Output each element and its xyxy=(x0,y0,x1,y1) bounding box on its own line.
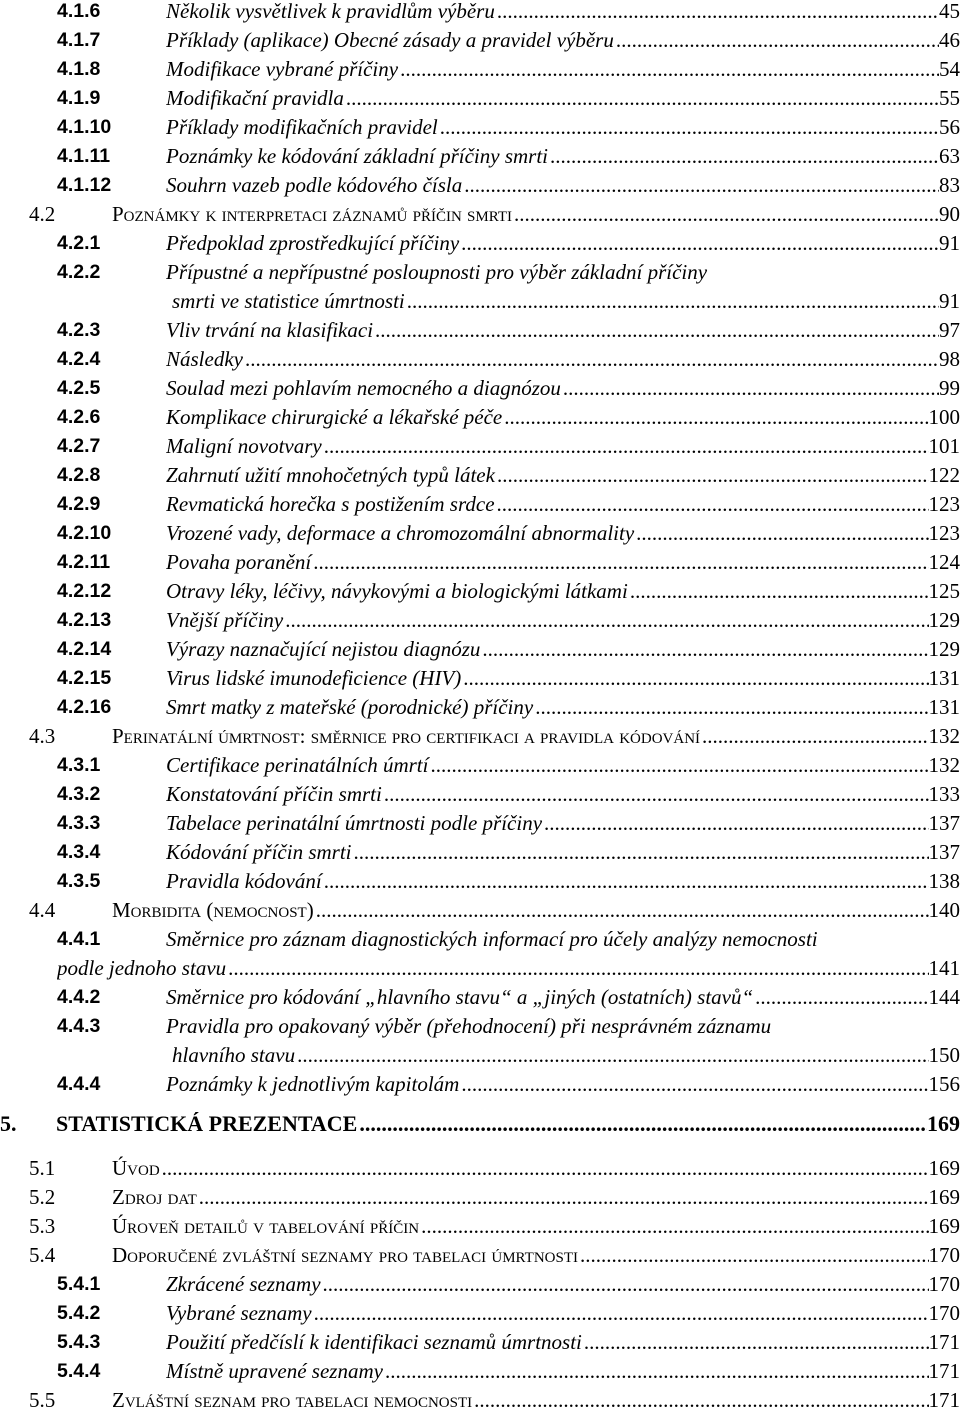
toc-entry-number: 4.2.4 xyxy=(57,345,100,373)
toc-entry-page: 131 xyxy=(929,664,960,692)
toc-entry[interactable] xyxy=(0,809,960,837)
toc-entry-page: 54 xyxy=(939,55,960,83)
toc-entry[interactable] xyxy=(0,490,960,518)
toc-entry-title: Předpoklad zprostředkující příčiny xyxy=(166,229,459,257)
toc-entry[interactable] xyxy=(0,1386,960,1414)
toc-entry-title: Perinatální úmrtnost: směrnice pro certifikaci a pravidla kódování xyxy=(112,722,700,750)
toc-entry-title: Soulad mezi pohlavím nemocného a diagnózou xyxy=(166,374,561,402)
toc-entry-number: 5.4.3 xyxy=(57,1328,100,1356)
toc-entry-page: 171 xyxy=(929,1328,960,1356)
toc-entry[interactable] xyxy=(0,751,960,779)
toc-entry[interactable] xyxy=(0,0,960,25)
dot-leader xyxy=(561,374,939,402)
toc-entry-title: Příklady modifikačních pravidel xyxy=(166,113,438,141)
toc-entry-number: 4.2.16 xyxy=(57,693,111,721)
toc-entry-page: 45 xyxy=(939,0,960,25)
toc-entry-page: 169 xyxy=(929,1154,960,1182)
toc-entry-page: 171 xyxy=(929,1386,960,1414)
toc-entry-number: 4.1.6 xyxy=(57,0,100,25)
dot-leader xyxy=(160,1154,929,1182)
dot-leader xyxy=(472,1386,928,1414)
toc-entry-number: 4.2.10 xyxy=(57,519,111,547)
toc-entry-title: Vliv trvání na klasifikaci xyxy=(166,316,373,344)
toc-entry-continuation[interactable] xyxy=(0,287,960,315)
toc-entry-number: 4.4.3 xyxy=(57,1012,100,1040)
dot-leader xyxy=(322,432,929,460)
toc-entry[interactable] xyxy=(0,113,960,141)
toc-entry-number: 5.5 xyxy=(29,1386,55,1414)
toc-entry[interactable] xyxy=(0,1270,960,1298)
toc-entry-page: 55 xyxy=(939,84,960,112)
toc-entry[interactable] xyxy=(0,1110,960,1138)
toc-entry-page: 101 xyxy=(929,432,960,460)
toc-entry-title: Zkrácené seznamy xyxy=(166,1270,321,1298)
toc-entry-number: 4.2.1 xyxy=(57,229,100,257)
dot-leader xyxy=(459,1070,928,1098)
toc-entry-page: 141 xyxy=(929,954,960,982)
toc-entry-title: Modifikační pravidla xyxy=(166,84,344,112)
toc-entry-title: Příklady (aplikace) Obecné zásady a pravidel výběru xyxy=(166,26,614,54)
toc-entry-title: Maligní novotvary xyxy=(166,432,322,460)
toc-entry-page: 169 xyxy=(927,1110,960,1138)
dot-leader xyxy=(495,461,929,489)
toc-entry-number: 5.3 xyxy=(29,1212,55,1240)
toc-entry[interactable] xyxy=(0,316,960,344)
toc-entry-title: Povaha poranění xyxy=(166,548,311,576)
toc-entry[interactable] xyxy=(0,606,960,634)
toc-entry-page: 169 xyxy=(929,1183,960,1211)
toc-entry[interactable] xyxy=(0,577,960,605)
toc-entry-page: 123 xyxy=(929,490,960,518)
dot-leader xyxy=(243,345,939,373)
toc-entry-title: Poznámky k interpretaci záznamů příčin smrti xyxy=(112,200,512,228)
toc-entry-page: 97 xyxy=(939,316,960,344)
toc-entry[interactable] xyxy=(0,374,960,402)
toc-entry[interactable] xyxy=(0,983,960,1011)
toc-entry[interactable] xyxy=(0,461,960,489)
toc-entry-number: 5.2 xyxy=(29,1183,55,1211)
toc-entry-page: 83 xyxy=(939,171,960,199)
toc-entry[interactable] xyxy=(0,925,960,953)
toc-entry-page: 138 xyxy=(929,867,960,895)
toc-entry-page: 170 xyxy=(929,1241,960,1269)
dot-leader xyxy=(352,838,929,866)
toc-entry-number: 4.3 xyxy=(29,722,55,750)
toc-entry-number: 4.2.9 xyxy=(57,490,100,518)
toc-entry-page: 46 xyxy=(939,26,960,54)
dot-leader xyxy=(700,722,928,750)
toc-entry-number: 4.4 xyxy=(29,896,55,924)
dot-leader xyxy=(226,954,928,982)
toc-entry-number: 4.1.12 xyxy=(57,171,111,199)
toc-entry-title-continued: hlavního stavu xyxy=(172,1041,295,1069)
dot-leader xyxy=(462,171,939,199)
toc-entry-number: 4.3.1 xyxy=(57,751,100,779)
toc-entry-page: 122 xyxy=(929,461,960,489)
toc-entry-number: 4.1.7 xyxy=(57,26,100,54)
toc-entry-page: 129 xyxy=(929,606,960,634)
dot-leader xyxy=(312,1299,929,1327)
toc-entry[interactable] xyxy=(0,142,960,170)
dot-leader xyxy=(322,867,929,895)
toc-entry-page: 170 xyxy=(929,1270,960,1298)
dot-leader xyxy=(321,1270,929,1298)
toc-entry-page: 100 xyxy=(929,403,960,431)
toc-entry-page: 137 xyxy=(929,809,960,837)
dot-leader xyxy=(295,1041,928,1069)
toc-entry-page: 99 xyxy=(939,374,960,402)
toc-entry-title: Zvláštní seznam pro tabelaci nemocnosti xyxy=(112,1386,472,1414)
toc-entry-page: 63 xyxy=(939,142,960,170)
toc-entry[interactable] xyxy=(0,780,960,808)
toc-entry-title: Tabelace perinatální úmrtnosti podle příčiny xyxy=(166,809,542,837)
toc-entry-page: 91 xyxy=(939,287,960,315)
dot-leader xyxy=(419,1212,928,1240)
toc-entry-number: 4.4.2 xyxy=(57,983,100,1011)
toc-entry-title: Zdroj dat xyxy=(112,1183,197,1211)
toc-entry-page: 132 xyxy=(929,751,960,779)
dot-leader xyxy=(344,84,939,112)
toc-entry-title: Morbidita (nemocnost) xyxy=(112,896,314,924)
toc-entry[interactable] xyxy=(0,84,960,112)
toc-entry-page: 98 xyxy=(939,345,960,373)
dot-leader xyxy=(634,519,928,547)
toc-entry[interactable] xyxy=(0,200,960,228)
toc-entry-number: 4.3.3 xyxy=(57,809,100,837)
dot-leader xyxy=(582,1328,929,1356)
toc-entry[interactable] xyxy=(0,1154,960,1182)
toc-entry[interactable] xyxy=(0,1183,960,1211)
dot-leader xyxy=(438,113,939,141)
toc-entry-page: 125 xyxy=(929,577,960,605)
dot-leader xyxy=(614,26,939,54)
toc-entry-number: 4.2.13 xyxy=(57,606,111,634)
dot-leader xyxy=(382,780,929,808)
toc-entry[interactable] xyxy=(0,838,960,866)
toc-entry[interactable] xyxy=(0,26,960,54)
toc-entry-title: Poznámky k jednotlivým kapitolám xyxy=(166,1070,459,1098)
toc-entry-title: Směrnice pro záznam diagnostických informací pro účely analýzy nemocnosti xyxy=(166,925,818,953)
toc-entry[interactable] xyxy=(0,403,960,431)
toc-entry[interactable] xyxy=(0,229,960,257)
toc-entry-number: 4.3.2 xyxy=(57,780,100,808)
toc-entry-page: 150 xyxy=(929,1041,960,1069)
toc-entry-continuation[interactable] xyxy=(0,954,960,982)
toc-entry-title: Komplikace chirurgické a lékařské péče xyxy=(166,403,502,431)
toc-entry[interactable] xyxy=(0,1070,960,1098)
toc-entry-title: Místně upravené seznamy xyxy=(166,1357,383,1385)
toc-entry[interactable] xyxy=(0,258,960,286)
toc-entry-page: 124 xyxy=(929,548,960,576)
toc-entry-number: 5.4.2 xyxy=(57,1299,100,1327)
toc-entry[interactable] xyxy=(0,693,960,721)
toc-entry[interactable] xyxy=(0,171,960,199)
toc-entry[interactable] xyxy=(0,722,960,750)
toc-entry-continuation[interactable] xyxy=(0,1041,960,1069)
dot-leader xyxy=(578,1241,929,1269)
dot-leader xyxy=(461,664,928,692)
toc-entry-title: Vnější příčiny xyxy=(166,606,283,634)
dot-leader xyxy=(283,606,928,634)
toc-entry-page: 90 xyxy=(939,200,960,228)
toc-entry-page: 123 xyxy=(929,519,960,547)
toc-entry-page: 171 xyxy=(929,1357,960,1385)
toc-entry[interactable] xyxy=(0,1212,960,1240)
toc-entry-title: Použití předčíslí k identifikaci seznamů úmrtnosti xyxy=(166,1328,582,1356)
toc-entry[interactable] xyxy=(0,432,960,460)
toc-entry-number: 4.2.15 xyxy=(57,664,111,692)
toc-entry-number: 4.2.12 xyxy=(57,577,111,605)
toc-entry-page: 137 xyxy=(929,838,960,866)
toc-entry-number: 5. xyxy=(0,1110,17,1138)
dot-leader xyxy=(398,55,939,83)
toc-entry-number: 4.1.11 xyxy=(57,142,110,170)
toc-entry[interactable] xyxy=(0,345,960,373)
dot-leader xyxy=(383,1357,929,1385)
toc-entry-number: 4.2.2 xyxy=(57,258,100,286)
dot-leader xyxy=(533,693,928,721)
toc-entry-number: 4.1.8 xyxy=(57,55,100,83)
toc-entry-title: Konstatování příčin smrti xyxy=(166,780,382,808)
dot-leader xyxy=(314,896,929,924)
dot-leader xyxy=(512,200,939,228)
toc-entry-title: Smrt matky z mateřské (porodnické) příčiny xyxy=(166,693,533,721)
toc-entry-title: Směrnice pro kódování „hlavního stavu“ a „jiných (ostatních) stavů“ xyxy=(166,983,753,1011)
toc-entry-number: 5.4 xyxy=(29,1241,55,1269)
toc-entry-title: Pravidla pro opakovaný výběr (přehodnocení) při nesprávném záznamu xyxy=(166,1012,771,1040)
toc-entry[interactable] xyxy=(0,1241,960,1269)
toc-entry-title: Virus lidské imunodeficience (HIV) xyxy=(166,664,461,692)
toc-entry-title: Doporučené zvláštní seznamy pro tabelaci úmrtnosti xyxy=(112,1241,578,1269)
toc-entry-page: 144 xyxy=(929,983,960,1011)
toc-entry-number: 4.4.4 xyxy=(57,1070,100,1098)
dot-leader xyxy=(753,983,928,1011)
toc-entry-number: 4.4.1 xyxy=(57,925,100,953)
toc-entry-page: 91 xyxy=(939,229,960,257)
toc-entry-page: 133 xyxy=(929,780,960,808)
toc-entry[interactable] xyxy=(0,519,960,547)
toc-entry-page: 131 xyxy=(929,693,960,721)
dot-leader xyxy=(357,1110,927,1138)
toc-entry-title: Několik vysvětlivek k pravidlům výběru xyxy=(166,0,495,25)
toc-entry-title: Vybrané seznamy xyxy=(166,1299,312,1327)
toc-entry-title: Úvod xyxy=(112,1154,160,1182)
toc-entry-page: 140 xyxy=(929,896,960,924)
toc-entry[interactable] xyxy=(0,896,960,924)
toc-entry[interactable] xyxy=(0,635,960,663)
toc-entry-title: Přípustné a nepřípustné posloupnosti pro výběr základní příčiny xyxy=(166,258,707,286)
toc-entry-title: Výrazy naznačující nejistou diagnózu xyxy=(166,635,480,663)
dot-leader xyxy=(311,548,928,576)
toc-entry-number: 5.4.1 xyxy=(57,1270,100,1298)
toc-entry[interactable] xyxy=(0,664,960,692)
toc-entry-title: Úroveň detailů v tabelování příčin xyxy=(112,1212,419,1240)
toc-entry[interactable] xyxy=(0,55,960,83)
toc-entry-page: 156 xyxy=(929,1070,960,1098)
toc-entry-number: 4.1.9 xyxy=(57,84,100,112)
toc-entry-number: 5.4.4 xyxy=(57,1357,100,1385)
toc-entry[interactable] xyxy=(0,548,960,576)
toc-entry-number: 4.2.7 xyxy=(57,432,100,460)
toc-entry-number: 4.2.8 xyxy=(57,461,100,489)
toc-entry-title: Vrozené vady, deformace a chromozomální abnormality xyxy=(166,519,634,547)
toc-entry[interactable] xyxy=(0,1299,960,1327)
dot-leader xyxy=(373,316,939,344)
toc-entry-page: 129 xyxy=(929,635,960,663)
toc-entry-title: Souhrn vazeb podle kódového čísla xyxy=(166,171,462,199)
toc-entry-number: 5.1 xyxy=(29,1154,55,1182)
toc-entry-title: Revmatická horečka s postižením srdce xyxy=(166,490,495,518)
toc-entry-title: Poznámky ke kódování základní příčiny smrti xyxy=(166,142,548,170)
toc-entry-number: 4.3.5 xyxy=(57,867,100,895)
toc-entry-title: STATISTICKÁ PREZENTACE xyxy=(56,1110,357,1138)
dot-leader xyxy=(459,229,939,257)
toc-entry-title: Kódování příčin smrti xyxy=(166,838,352,866)
toc-entry-number: 4.2.3 xyxy=(57,316,100,344)
dot-leader xyxy=(480,635,928,663)
toc-entry-number: 4.2.6 xyxy=(57,403,100,431)
toc-entry[interactable] xyxy=(0,1357,960,1385)
toc-entry[interactable] xyxy=(0,1328,960,1356)
dot-leader xyxy=(628,577,929,605)
toc-entry-title: Modifikace vybrané příčiny xyxy=(166,55,398,83)
toc-entry-number: 4.2.14 xyxy=(57,635,111,663)
dot-leader xyxy=(548,142,939,170)
toc-entry[interactable] xyxy=(0,1012,960,1040)
toc-entry-title: Otravy léky, léčivy, návykovými a biologickými látkami xyxy=(166,577,628,605)
toc-entry[interactable] xyxy=(0,867,960,895)
toc-entry-number: 4.1.10 xyxy=(57,113,111,141)
toc-entry-number: 4.2.11 xyxy=(57,548,110,576)
toc-entry-page: 169 xyxy=(929,1212,960,1240)
dot-leader xyxy=(495,490,929,518)
toc-entry-number: 4.2.5 xyxy=(57,374,100,402)
dot-leader xyxy=(197,1183,929,1211)
dot-leader xyxy=(495,0,939,25)
toc-entry-page: 56 xyxy=(939,113,960,141)
dot-leader xyxy=(502,403,928,431)
toc-entry-number: 4.3.4 xyxy=(57,838,100,866)
toc-entry-page: 132 xyxy=(929,722,960,750)
toc-entry-title: Certifikace perinatálních úmrtí xyxy=(166,751,428,779)
toc-entry-title-continued: smrti ve statistice úmrtnosti xyxy=(172,287,405,315)
dot-leader xyxy=(542,809,928,837)
toc-entry-title: Následky xyxy=(166,345,243,373)
dot-leader xyxy=(428,751,928,779)
dot-leader xyxy=(405,287,939,315)
toc-entry-page: 170 xyxy=(929,1299,960,1327)
toc-entry-title-continued: podle jednoho stavu xyxy=(57,954,226,982)
toc-entry-title: Pravidla kódování xyxy=(166,867,322,895)
toc-entry-title: Zahrnutí užití mnohočetných typů látek xyxy=(166,461,495,489)
toc-entry-number: 4.2 xyxy=(29,200,55,228)
